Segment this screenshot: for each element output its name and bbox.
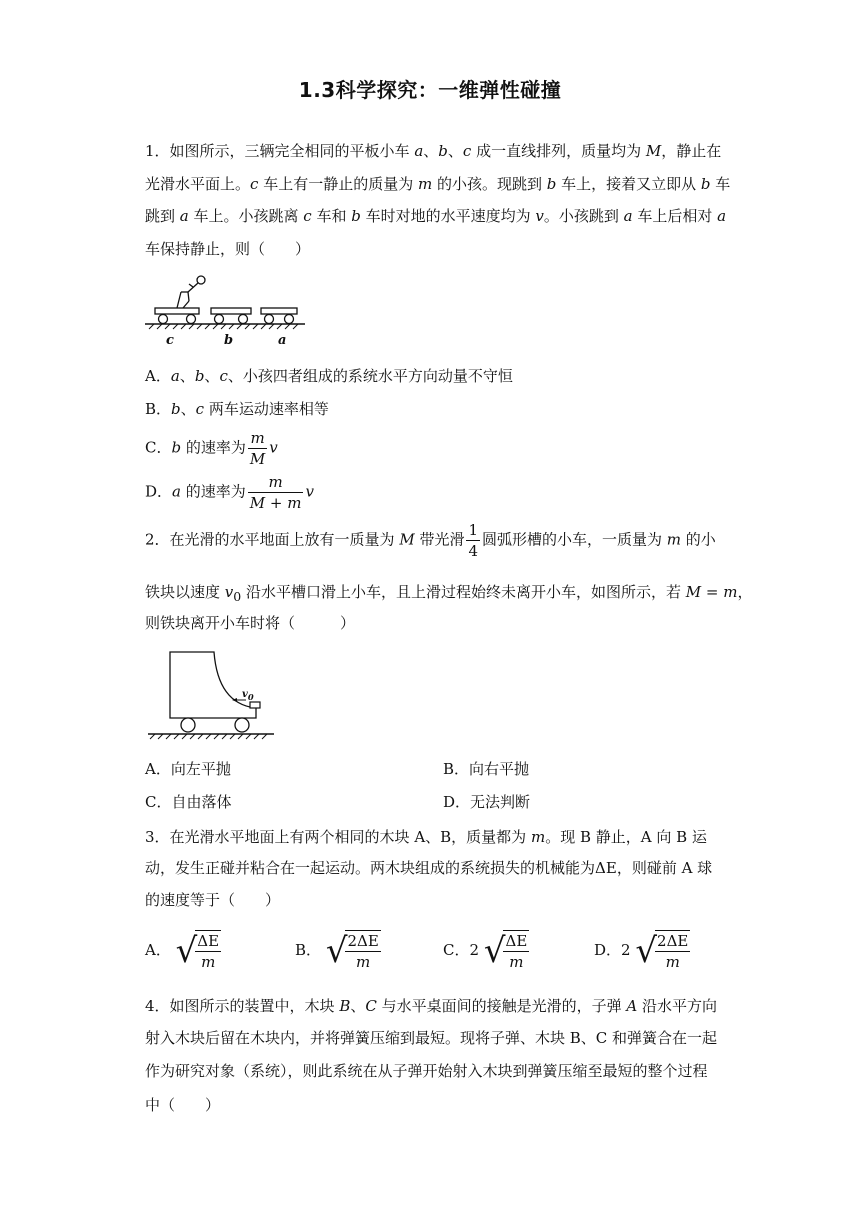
q3-text-line-3: 的速度等于（ ） — [145, 891, 281, 909]
q1-option-b[interactable]: B．b、c 两车运动速率相等 — [145, 400, 329, 418]
q2-text-line-1: 2．在光滑的水平地面上放有一质量为 M 带光滑 $\frac{1}{4}$ 圆弧形槽的小车，一质量为 m 的小 — [145, 521, 716, 560]
q4-text-line-3: 作为研究对象（系统），则此系统在从子弹开始射入木块到弹簧压缩至最短的整个过程 — [145, 1062, 708, 1080]
q1-option-a[interactable]: A．a、b、c、小孩四者组成的系统水平方向动量不守恒 — [145, 367, 513, 385]
q2-fig-velocity-label: $v_0$ — [242, 689, 254, 702]
sqrt-symbol: √ $\frac{\Delta E}{m}$ — [483, 931, 528, 971]
q2-option-c[interactable]: C．自由落体 — [145, 793, 232, 811]
q2-cart-figure — [146, 646, 276, 746]
sqrt-symbol: √ $\frac{\Delta E}{m}$ — [175, 931, 220, 971]
q1-option-d[interactable]: D．a 的速率为 $\frac{m}{M + m}$ v — [145, 473, 314, 512]
q2-option-a[interactable]: A．向左平抛 — [145, 760, 231, 778]
q2-text-line-3: 则铁块离开小车时将（ ） — [145, 614, 356, 632]
q1-text-line-2: 光滑水平面上。c 车上有一静止的质量为 m 的小孩。现跳到 b 车上，接着又立即从 b 车 — [145, 175, 731, 193]
q1-text-line-3: 跳到 a 车上。小孩跳离 c 车和 b 车时对地的水平速度均为 v。小孩跳到 a 车上后相对 a — [145, 207, 727, 225]
page-title: 1.3科学探究：一维弹性碰撞 — [298, 78, 562, 102]
q1-text-line-4: 车保持静止，则（ ） — [145, 240, 311, 258]
q3-option-b[interactable]: B． √ $\frac{2\Delta E}{m}$ — [295, 930, 383, 972]
q3-text-line-1: 3．在光滑水平地面上有两个相同的木块 A、B，质量都为 m。现 B 静止，A 向 B 运 — [145, 828, 707, 846]
q3-option-a[interactable]: A． √ $\frac{\Delta E}{m}$ — [145, 930, 223, 972]
q2-text-line-2: 铁块以速度 $v_0$ 沿水平槽口滑上小车，且上滑过程始终未离开小车，如图所示，若 M = m， — [145, 583, 753, 604]
q4-text-line-4: 中（ ） — [145, 1096, 221, 1114]
q3-text-line-2: 动，发生正碰并粘合在一起运动。两木块组成的系统损失的机械能为ΔE，则碰前 A 球 — [145, 859, 713, 877]
q2-option-b[interactable]: B．向右平抛 — [443, 760, 530, 778]
q1-text-line-1: 1．如图所示，三辆完全相同的平板小车 a、b、c 成一直线排列，质量均为 M，静止在 — [145, 142, 722, 160]
sqrt-symbol: √ $\frac{2\Delta E}{m}$ — [635, 931, 689, 971]
q1-option-c[interactable]: C．b 的速率为 $\frac{m}{M}$ v — [145, 429, 278, 468]
sqrt-symbol: √ $\frac{2\Delta E}{m}$ — [325, 931, 379, 971]
cart-label-c: c — [166, 333, 174, 348]
child-icon — [177, 276, 205, 308]
q3-option-c[interactable]: C．2 √ $\frac{\Delta E}{m}$ — [443, 930, 531, 972]
q4-text-line-2: 射入木块后留在木块内，并将弹簧压缩到最短。现将子弹、木块 B、C 和弹簧合在一起 — [145, 1029, 718, 1047]
q2-option-d[interactable]: D．无法判断 — [443, 793, 531, 811]
cart-label-b: b — [224, 333, 234, 348]
q3-option-d[interactable]: D．2 √ $\frac{2\Delta E}{m}$ — [594, 930, 692, 972]
q4-text-line-1: 4．如图所示的装置中，木块 B、C 与水平桌面间的接触是光滑的，子弹 A 沿水平方向 — [145, 997, 718, 1015]
cart-label-a: a — [278, 333, 287, 348]
